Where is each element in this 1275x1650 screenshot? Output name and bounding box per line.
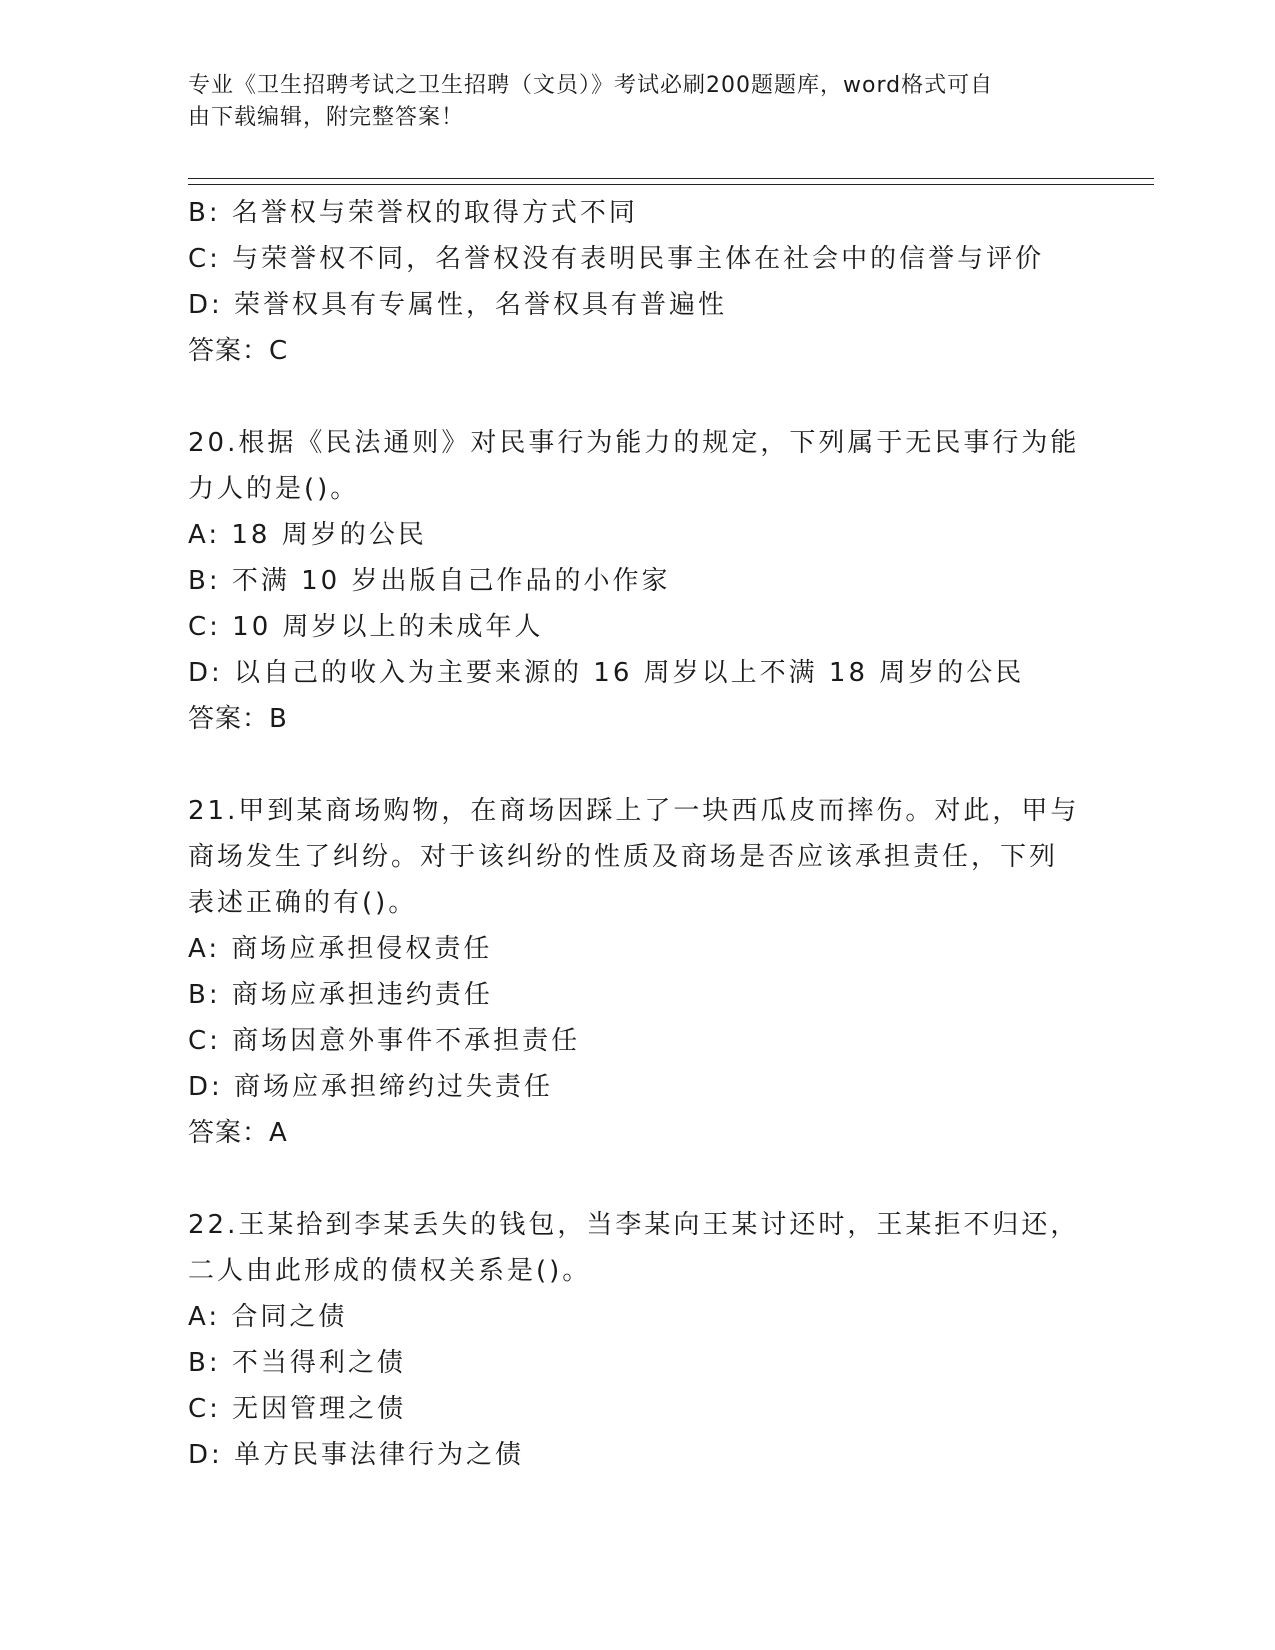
question-20	[188, 420, 1088, 742]
question-19-continued	[188, 190, 1088, 374]
document-body	[188, 190, 1088, 1478]
option-d: D: 以自己的收入为主要来源的 16 周岁以上不满 18 周岁的公民	[188, 658, 1025, 688]
header-title-line-2: 由下载编辑，附完整答案！	[188, 105, 465, 130]
option-a: A: 18 周岁的公民	[188, 520, 427, 550]
answer-line: 答案：C	[188, 336, 289, 366]
document-header	[188, 70, 1068, 134]
stem-line: 22.王某拾到李某丢失的钱包，当李某向王某讨还时，王某拒不归还，	[188, 1210, 1080, 1240]
answer-line: 答案：A	[188, 1118, 288, 1148]
option-d: D: 商场应承担缔约过失责任	[188, 1072, 554, 1102]
option-b: B: 不满 10 岁出版自己作品的小作家	[188, 566, 671, 596]
option-c: C: 无因管理之债	[188, 1394, 407, 1424]
stem-line: 二人由此形成的债权关系是()。	[188, 1256, 592, 1286]
header-title-line-1: 专业《卫生招聘考试之卫生招聘（文员）》考试必刷200题题库，word格式可自	[188, 73, 994, 98]
header-divider-top	[188, 178, 1154, 179]
stem-line: 20.根据《民法通则》对民事行为能力的规定，下列属于无民事行为能	[188, 428, 1080, 458]
option-b: B: 名誉权与荣誉权的取得方式不同	[188, 198, 638, 228]
option-a: A: 合同之债	[188, 1302, 348, 1332]
option-c: C: 商场因意外事件不承担责任	[188, 1026, 581, 1056]
question-22	[188, 1202, 1088, 1478]
option-b: B: 不当得利之债	[188, 1348, 406, 1378]
question-stem	[188, 420, 1088, 512]
option-a: A: 商场应承担侵权责任	[188, 934, 493, 964]
question-21	[188, 788, 1088, 1156]
stem-line: 21.甲到某商场购物，在商场因踩上了一块西瓜皮而摔伤。对此，甲与	[188, 796, 1080, 826]
option-c: C: 10 周岁以上的未成年人	[188, 612, 544, 642]
question-stem	[188, 1202, 1088, 1294]
option-d: D: 单方民事法律行为之债	[188, 1440, 525, 1470]
stem-line: 力人的是()。	[188, 474, 360, 504]
option-d: D: 荣誉权具有专属性，名誉权具有普遍性	[188, 290, 728, 320]
question-stem	[188, 788, 1088, 926]
stem-line: 商场发生了纠纷。对于该纠纷的性质及商场是否应该承担责任，下列	[188, 842, 1059, 872]
stem-line: 表述正确的有()。	[188, 888, 418, 918]
answer-line: 答案：B	[188, 704, 288, 734]
option-b: B: 商场应承担违约责任	[188, 980, 493, 1010]
header-divider-bottom	[188, 184, 1154, 185]
option-c: C: 与荣誉权不同，名誉权没有表明民事主体在社会中的信誉与评价	[188, 244, 1045, 274]
